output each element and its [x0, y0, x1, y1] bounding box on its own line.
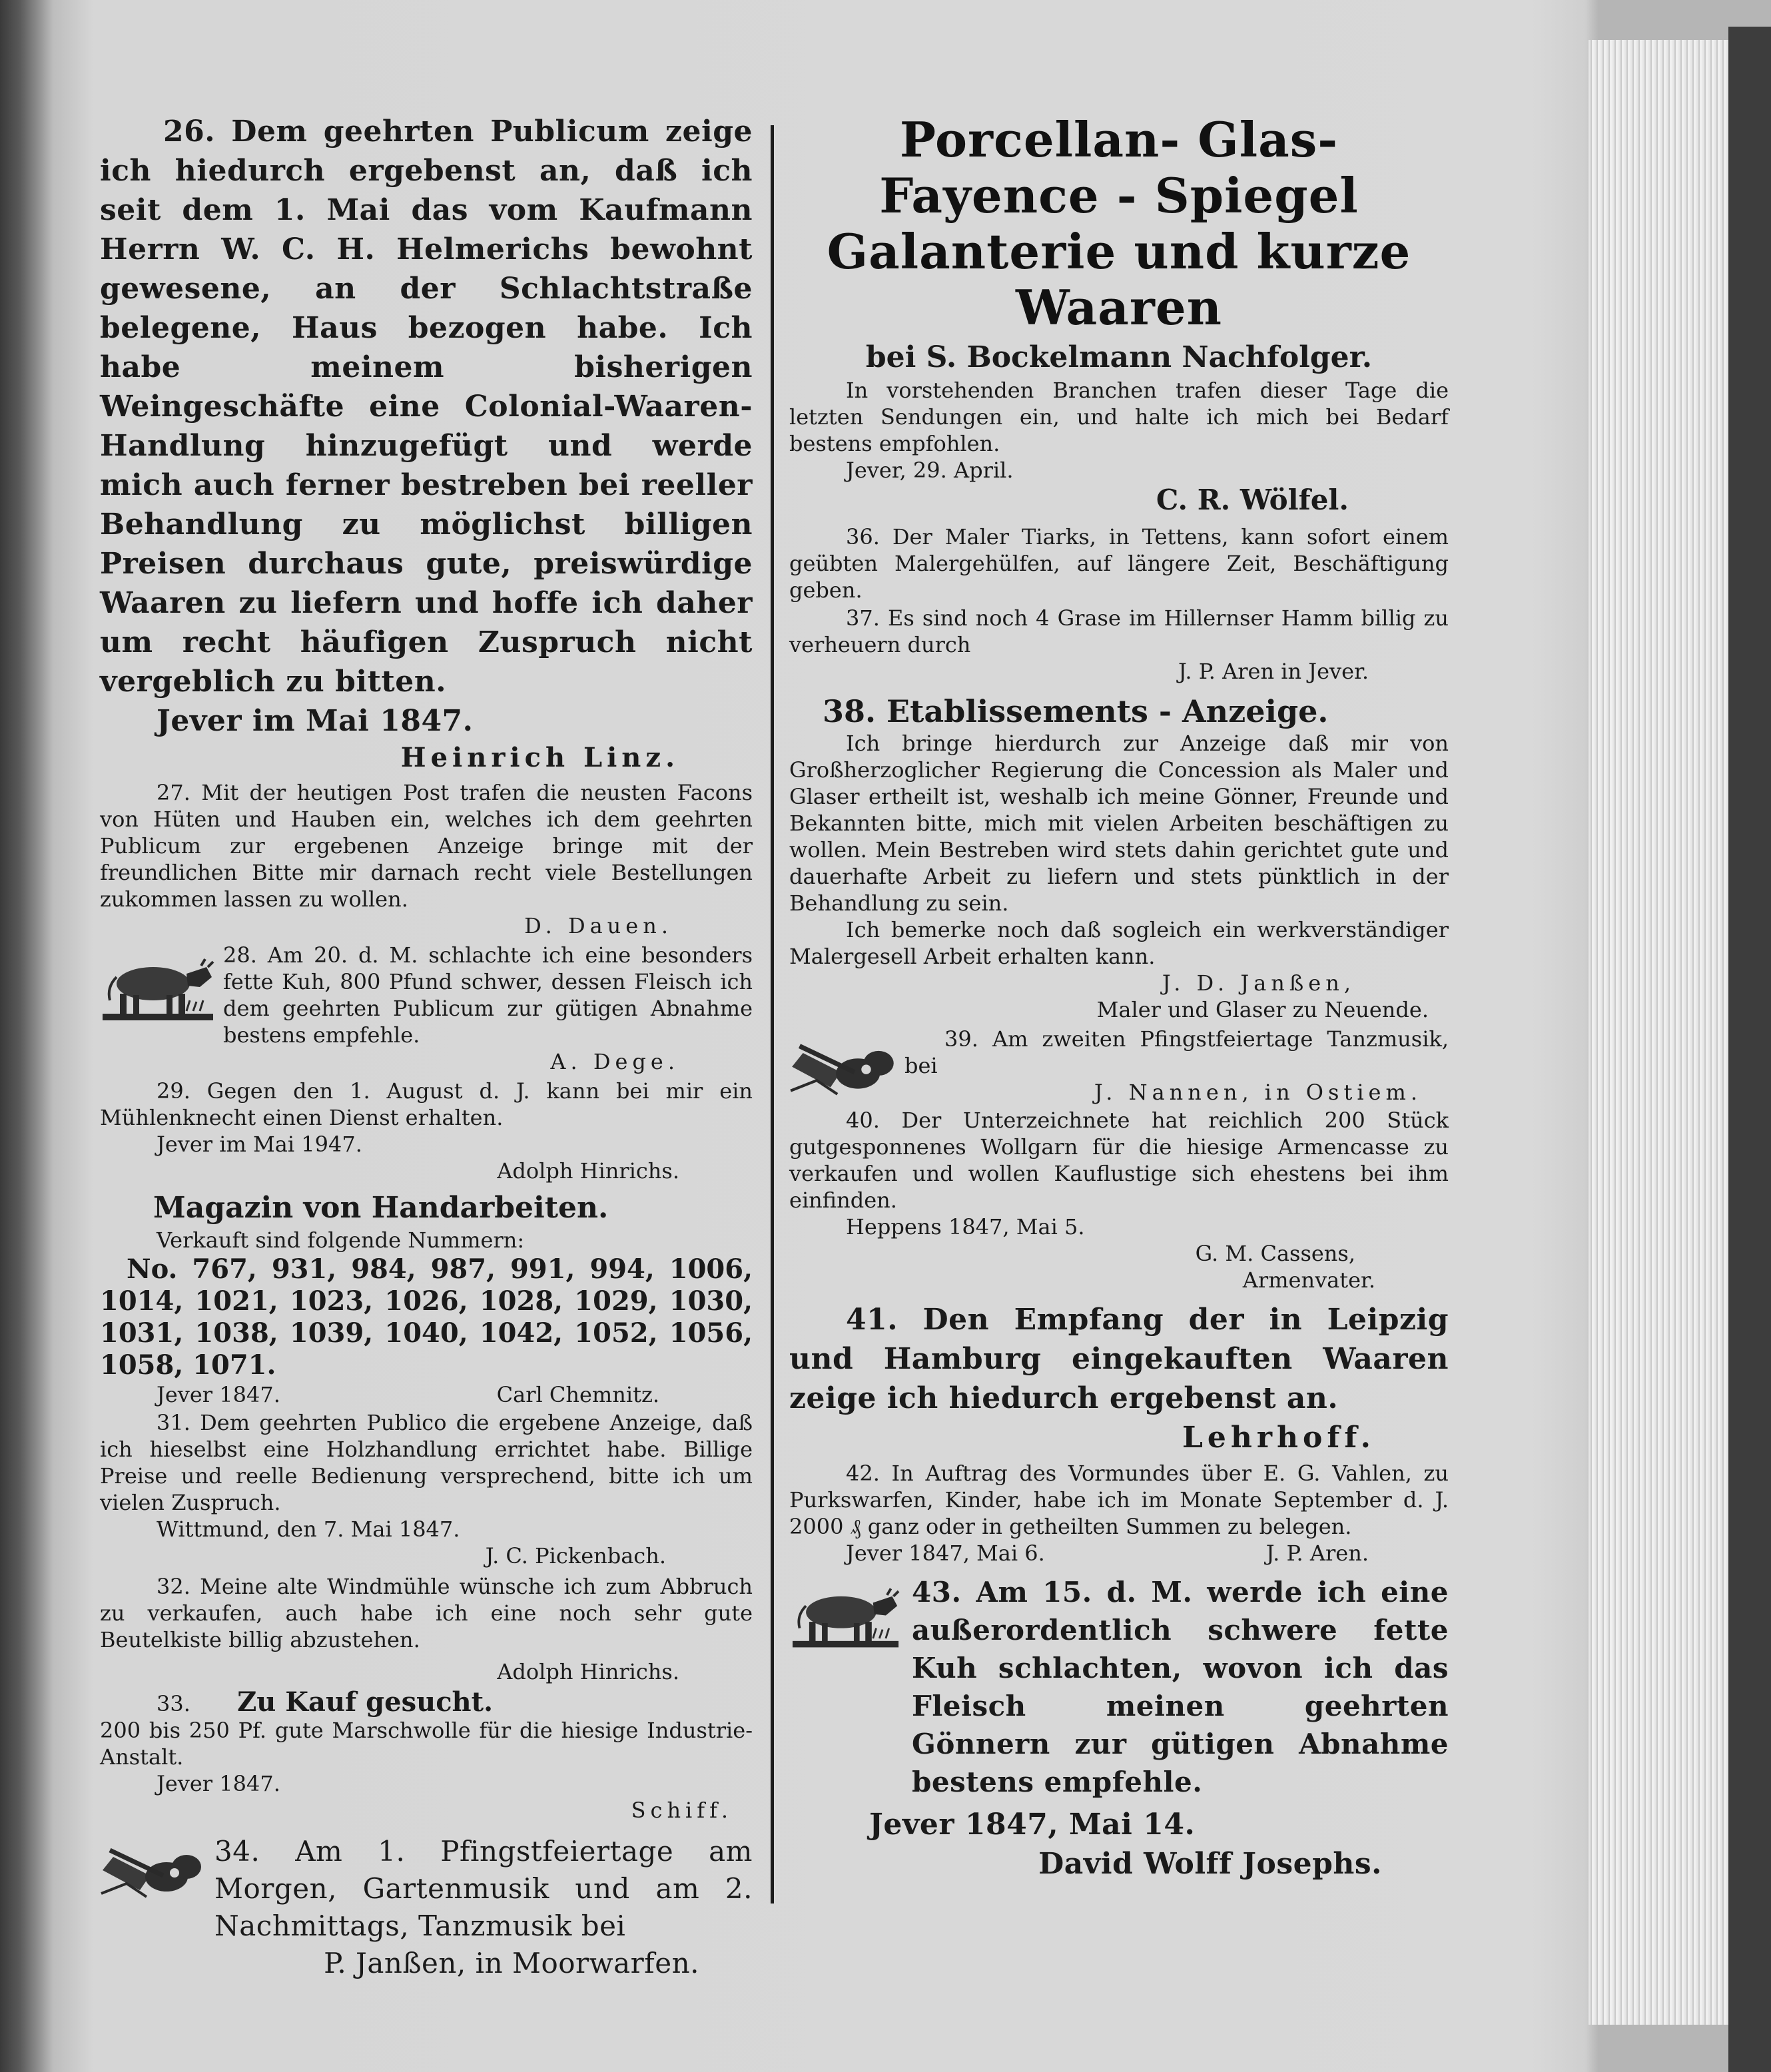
ad-33-num: 33.	[157, 1691, 190, 1716]
ad-41-sign: Lehrhoff.	[1182, 1421, 1375, 1455]
ad-35-sign: C. R. Wölfel.	[1156, 484, 1349, 516]
ad-39	[789, 1026, 1449, 1106]
ad-43	[789, 1573, 1449, 1884]
ad-41	[789, 1300, 1449, 1457]
cow-woodcut-icon	[789, 1577, 902, 1654]
ad-40-sign2: Armenvater.	[1242, 1267, 1375, 1293]
ad-41-text: 41. Den Empfang der in Leipzig und Hamburg eingekauften Waaren zeige ich hiedurch ergebenst an.	[789, 1303, 1449, 1415]
ad-34-sign: P. Janßen, in Moorwarfen.	[324, 1947, 699, 1979]
ad-42	[789, 1460, 1449, 1566]
ad-38	[789, 693, 1449, 1023]
ad-31-text: 31. Dem geehrten Publico die ergebene Anzeige, daß ich hieselbst eine Holzhandlung errichtet habe. Billige Preise und reelle Bedienung versprechend, bitte ich um vielen Zuspruch.	[100, 1410, 753, 1515]
ad-40	[789, 1107, 1449, 1293]
ad-38-sign: J. D. Janßen,	[1162, 970, 1355, 996]
ad-35	[789, 112, 1449, 517]
ad-28-sign: A. Dege.	[550, 1049, 679, 1074]
column-rule	[771, 125, 774, 1903]
ad-26-sign: Heinrich Linz.	[400, 742, 679, 773]
ad-36	[789, 523, 1449, 603]
right-column	[789, 112, 1449, 1897]
ad-26	[100, 112, 753, 775]
ad-33-heading-line	[100, 1686, 753, 1718]
ad-42-sign: J. P. Aren.	[1265, 1541, 1369, 1566]
ad-37	[789, 605, 1449, 685]
ad-33-place: Jever 1847.	[157, 1771, 280, 1796]
ad-30-sign: Carl Chemnitz.	[496, 1382, 659, 1407]
ad-27-sign: D. Dauen.	[524, 913, 673, 938]
ad-29-sign: Adolph Hinrichs.	[497, 1158, 679, 1184]
ad-34	[100, 1833, 753, 1982]
ad-42-text: 42. In Auftrag des Vormundes über E. G. Vahlen, zu Purkswarfen, Kinder, habe ich im Monate September d. J. 2000 ₰ ganz oder in getheilten Summen zu belegen.	[789, 1461, 1449, 1539]
ad-31-place: Wittmund, den 7. Mai 1847.	[157, 1517, 460, 1542]
ad-28	[100, 942, 753, 1075]
ad-32-sign: Adolph Hinrichs.	[497, 1659, 679, 1684]
ad-40-text: 40. Der Unterzeichnete hat reichlich 200 Stück gutgesponnenes Wollgarn für die hiesige Armencasse zu verkaufen und wollen Kauflustige sich ehestens bei ihm einfinden.	[789, 1108, 1449, 1213]
ad-39-sign: J. Nannen, in Ostiem.	[1094, 1080, 1422, 1105]
guitar-woodcut-icon	[100, 1837, 206, 1900]
ad-28-text: 28. Am 20. d. M. schlachte ich eine besonders fette Kuh, 800 Pfund schwer, dessen Fleisch ich dem geehrten Publicum zur gütigen Abnahme bestens empfehle.	[223, 942, 753, 1048]
ad-38-head: 38. Etablissements - Anzeige.	[823, 693, 1329, 729]
ad-39-text: 39. Am zweiten Pfingstfeiertage Tanzmusik, bei	[904, 1026, 1449, 1078]
ad-29	[100, 1078, 753, 1184]
ad-43-text: 43. Am 15. d. M. werde ich eine außerordentlich schwere fette Kuh schlachten, wovon ich das Fleisch meinen geehrten Gönnern zur gütigen Abnahme bestens empfehle.	[912, 1576, 1449, 1798]
ad-27	[100, 779, 753, 939]
ad-35-sub: bei S. Bockelmann Nachfolger.	[865, 340, 1373, 374]
ad-26-place: Jever im Mai 1847.	[157, 704, 474, 738]
guitar-woodcut-icon	[789, 1028, 899, 1102]
ad-30-head: Magazin von Handarbeiten.	[153, 1191, 609, 1225]
ad-33-head: Zu Kauf gesucht.	[237, 1686, 494, 1718]
ad-30-numbers: No. 767, 931, 984, 987, 991, 994, 1006, 1014, 1021, 1023, 1026, 1028, 1029, 1030, 1031, 1038, 1039, 1040, 1042, 1052, 1056, 1058, 1071.	[100, 1253, 753, 1381]
ad-38-text: Ich bringe hierdurch zur Anzeige daß mir von Großherzoglicher Regierung die Concession als Maler und Glaser ertheilt ist, weshalb ich meine Gönner, Freunde und Bekannten bitte, mich mit vielen Arbeiten beschäftigen zu wollen. Mein Bestreben wird stets dahin gerichtet gute und dauerhafte Arbeit zu liefern und stets pünktlich in der Behandlung zu sein.	[789, 731, 1449, 916]
cow-woodcut-icon	[100, 947, 216, 1027]
ad-31	[100, 1409, 753, 1569]
left-column	[100, 112, 753, 1979]
ad-40-place: Heppens 1847, Mai 5.	[846, 1214, 1085, 1239]
ad-40-sign: G. M. Cassens,	[1195, 1241, 1355, 1266]
ad-36-text: 36. Der Maler Tiarks, in Tettens, kann sofort einem geübten Malergehülfen, auf längere Zeit, Beschäftigung geben.	[789, 524, 1449, 603]
ad-37-sign: J. P. Aren in Jever.	[1178, 659, 1369, 684]
ad-43-sign: David Wolff Josephs.	[1038, 1847, 1382, 1881]
ad-43-place: Jever 1847, Mai 14.	[869, 1808, 1196, 1842]
ad-35-place: Jever, 29. April.	[846, 458, 1014, 483]
ad-32-text: 32. Meine alte Windmühle wünsche ich zum Abbruch zu verkaufen, auch habe ich eine noch sehr gute Beutelkiste billig abzustehen.	[100, 1574, 753, 1652]
ad-42-place: Jever 1847, Mai 6.	[846, 1541, 1045, 1566]
ad-27-text: 27. Mit der heutigen Post trafen die neusten Facons von Hüten und Hauben ein, welches ich dem geehrten Publicum zur ergebenen Anzeige bringe mit der freundlichen Bitte mir darnach recht viele Bestellungen zukommen lassen zu wollen.	[100, 780, 753, 912]
ad-26-text: 26. Dem geehrten Publicum zeige ich hiedurch ergebenst an, daß ich seit dem 1. Mai das vom Kaufmann Herrn W. C. H. Helmerichs bewohnt gewesene, an der Schlachtstraße belegene, Haus bezogen habe. Ich habe meinem bisherigen Weingeschäfte eine Colonial-Waaren-Handlung hinzugefügt und werde mich auch ferner bestreben bei reeller Behandlung zu möglichst billigen Preisen durchaus gute, preiswürdige Waaren zu liefern und hoffe ich daher um recht häufigen Zuspruch nicht vergeblich zu bitten.	[100, 115, 753, 699]
ad-30	[100, 1190, 753, 1408]
ad-30-sub: Verkauft sind folgende Nummern:	[157, 1227, 525, 1253]
ad-30-place: Jever 1847.	[157, 1382, 280, 1407]
ad-37-text: 37. Es sind noch 4 Grase im Hillernser Hamm billig zu verheuern durch	[789, 605, 1449, 657]
ad-38-text2: Ich bemerke noch daß sogleich ein werkverständiger Malergesell Arbeit erhalten kann.	[789, 917, 1449, 969]
ad-29-text: 29. Gegen den 1. August d. J. kann bei mir ein Mühlenknecht einen Dienst erhalten.	[100, 1078, 753, 1130]
ad-31-sign: J. C. Pickenbach.	[485, 1543, 666, 1568]
ad-35-text: In vorstehenden Branchen trafen dieser Tage die letzten Sendungen ein, und halte ich mich bei Bedarf bestens empfohlen.	[789, 378, 1449, 456]
ad-29-place: Jever im Mai 1947.	[157, 1132, 362, 1157]
ad-33	[100, 1686, 753, 1824]
ad-35-title: Porcellan- Glas- Fayence - Spiegel Galanterie und kurze Waaren	[827, 111, 1411, 336]
ad-32	[100, 1573, 753, 1685]
binding-shadow	[1728, 27, 1771, 2072]
ad-33-text: 200 bis 250 Pf. gute Marschwolle für die hiesige Industrie-Anstalt.	[100, 1718, 753, 1770]
ad-38-sign2: Maler und Glaser zu Neuende.	[1096, 997, 1429, 1022]
ad-34-text: 34. Am 1. Pfingstfeiertage am Morgen, Gartenmusik und am 2. Nachmittags, Tanzmusik bei	[214, 1835, 753, 1942]
ad-33-sign: Schiff.	[631, 1798, 733, 1823]
page-stack-edge	[1589, 40, 1728, 2025]
